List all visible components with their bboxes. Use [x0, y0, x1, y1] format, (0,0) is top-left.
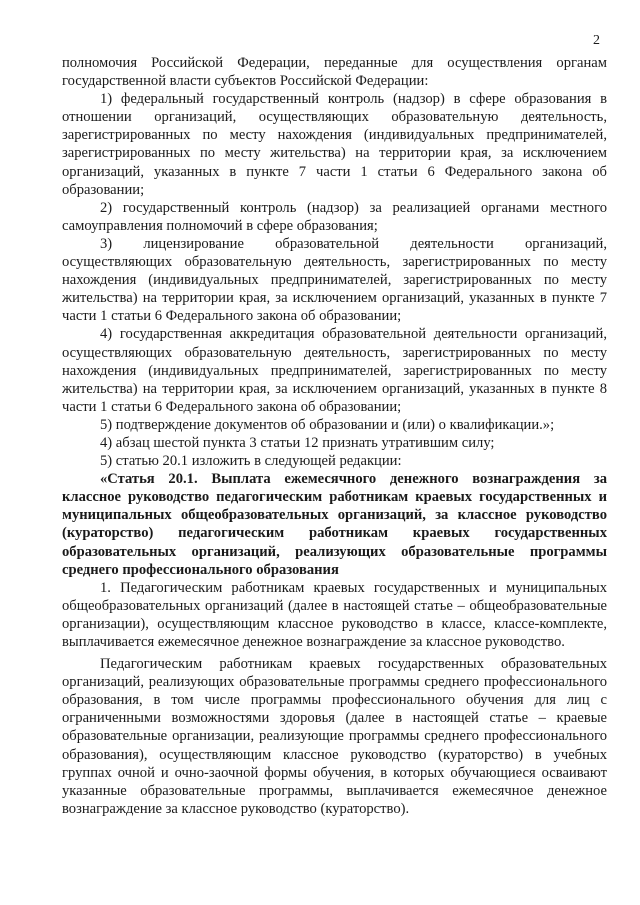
- article-paragraph-2: Педагогическим работникам краевых государственных образовательных организаций, реализующих образовательные программы среднего профессионального образования, в том числе программы профессионального обучения для лиц с ограниченными возможностями здоровья (далее в настоящей статье – краевые образовательные организации, реализующие программы среднего профессионального образования), осуществляющим классное руководство (кураторство) в учебных группах очной и очно-заочной формы обучения, в которых обучающиеся осваивают указанные образовательные программы, выплачивается ежемесячное денежное вознаграждение за классное руководство (кураторство).: [62, 656, 607, 817]
- paragraph-item-2: 2) государственный контроль (надзор) за реализацией органами местного самоуправления полномочий в сфере образования;: [62, 199, 607, 234]
- paragraph-item-4: 4) государственная аккредитация образовательной деятельности организаций, осуществляющих образовательную деятельность, зарегистрированных по месту нахождения (индивидуальных предпринимателей, зарегистрированных по месту жительства) на территории края, за исключением организаций, указанных в пункте 8 части 1 статьи 6 Федерального закона об образовании;: [62, 326, 607, 415]
- paragraph-item-3: 3) лицензирование образовательной деятельности организаций, осуществляющих образовательную деятельность, зарегистрированных по месту нахождения (индивидуальных предпринимателей, зарегистрированных по месту жительства) на территории края, за исключением организаций, указанных в пункте 7 части 1 статьи 6 Федерального закона об образовании;: [62, 235, 607, 325]
- paragraph-amendment-4: 4) абзац шестой пункта 3 статьи 12 признать утратившим силу;: [100, 434, 495, 451]
- page-number: 2: [593, 33, 600, 48]
- document-body: [62, 54, 607, 818]
- paragraph-item-5: 5) подтверждение документов об образовании и (или) о квалификации.»;: [100, 416, 555, 433]
- article-paragraph-1: 1. Педагогическим работникам краевых государственных и муниципальных общеобразовательных организаций (далее в настоящей статье – общеобразовательные организации), осуществляющим классное руководство в классе, классе-комплекте, выплачивается ежемесячное денежное вознаграждение за классное руководство.: [62, 579, 607, 650]
- article-heading: «Статья 20.1. Выплата ежемесячного денежного вознаграждения за классное руководство педагогическим работникам краевых государственных и муниципальных общеобразовательных организаций, за классное руководство (кураторство) педагогическим работникам краевых государственных образовательных организаций, реализующих образовательные программы среднего профессионального образования: [62, 471, 607, 578]
- paragraph-item-1: 1) федеральный государственный контроль (надзор) в сфере образования в отношении организаций, осуществляющих образовательную деятельность, зарегистрированных по месту нахождения (индивидуальных предпринимателей, зарегистрированных по месту жительства) на территории края, за исключением организаций, указанных в пункте 7 части 1 статьи 6 Федерального закона об образовании;: [62, 91, 607, 198]
- paragraph-intro: полномочия Российской Федерации, переданные для осуществления органам государственной власти субъектов Российской Федерации:: [62, 55, 607, 90]
- paragraph-amendment-5: 5) статью 20.1 изложить в следующей редакции:: [100, 453, 402, 470]
